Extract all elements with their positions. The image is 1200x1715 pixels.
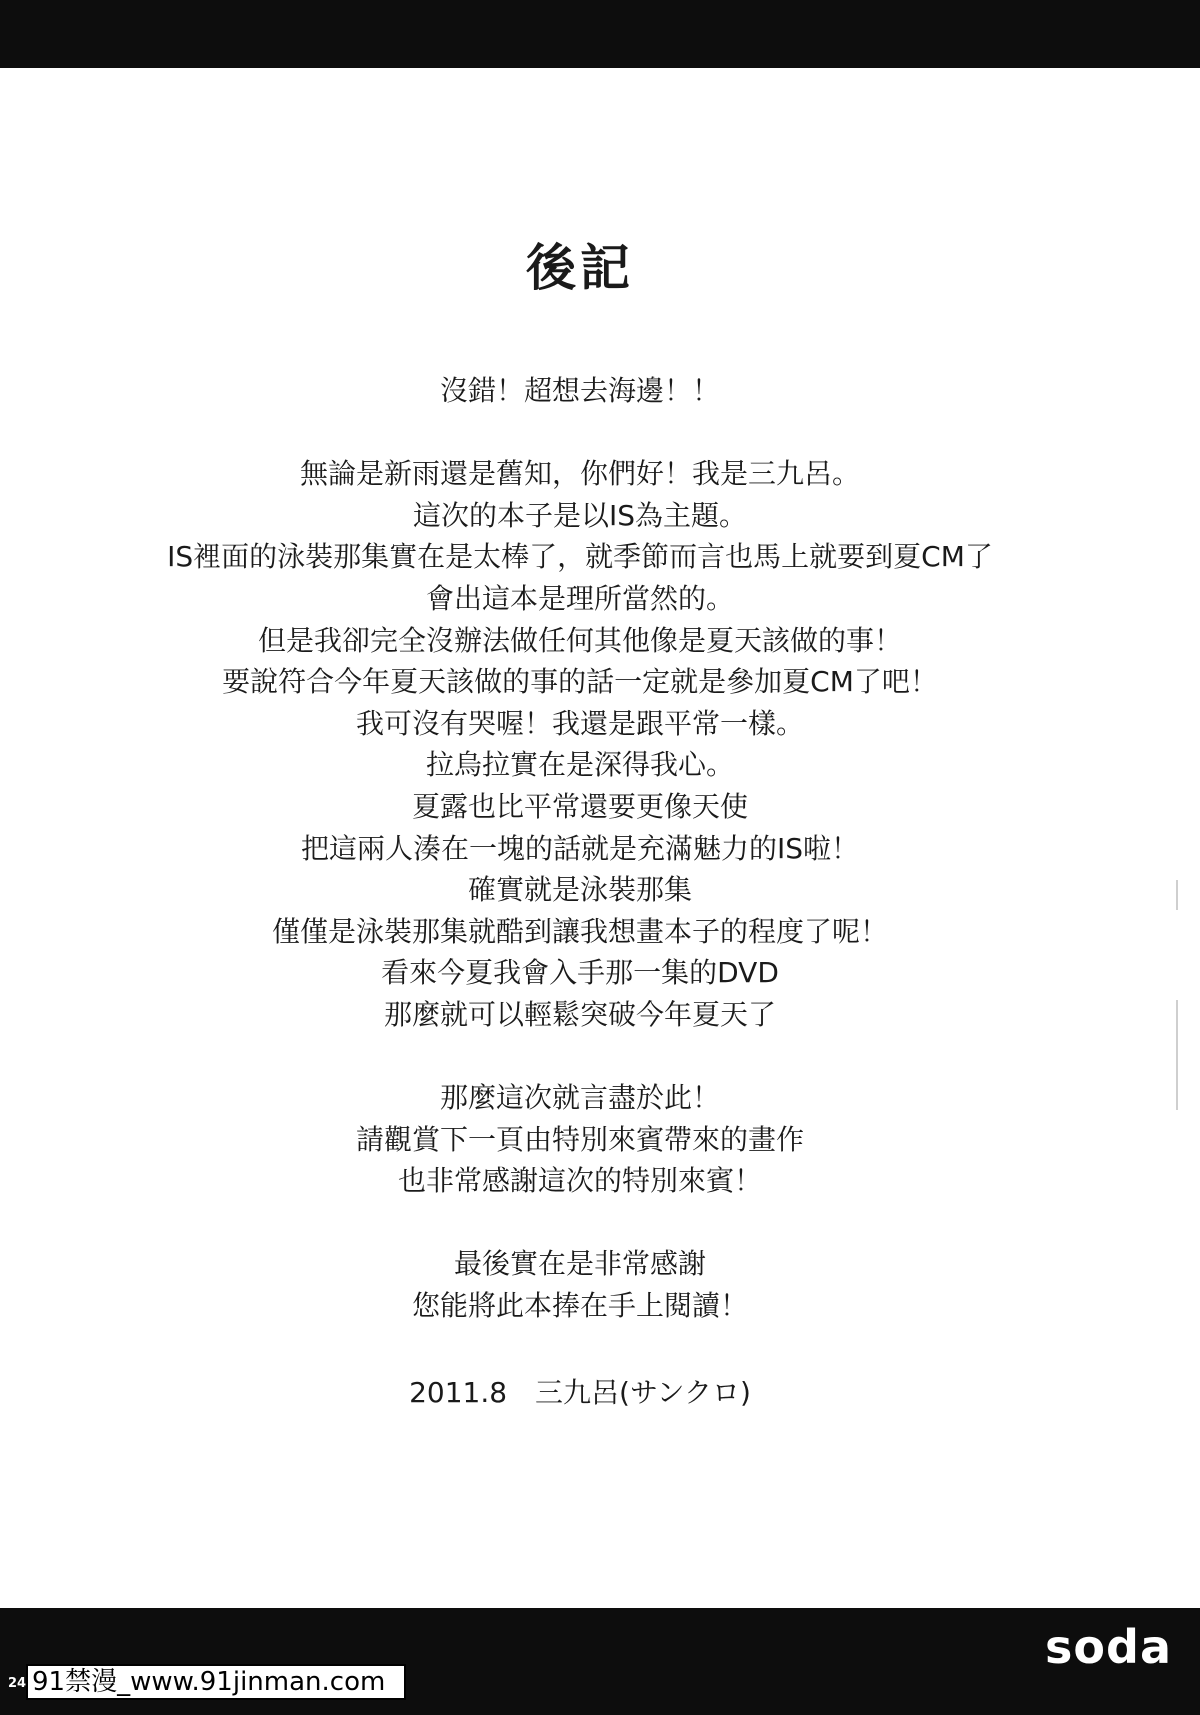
afterword-body	[0, 370, 1160, 1327]
page-number: 24	[8, 1676, 27, 1691]
text-line: 那麼就可以輕鬆突破今年夏天了	[383, 997, 776, 1031]
page-title: 後記	[526, 239, 634, 297]
text-line: 把這兩人湊在一塊的話就是充滿魅力的IS啦！	[300, 831, 860, 865]
text-line: 您能將此本捧在手上閱讀！	[411, 1289, 748, 1323]
scan-edge-mark	[1176, 880, 1178, 910]
text-line: 沒錯！超想去海邊！！	[439, 374, 720, 407]
text-line: 請觀賞下一頁由特別來賓帶來的畫作	[355, 1122, 804, 1156]
paragraph-gap	[0, 1202, 1160, 1244]
text-line: 確實就是泳裝那集	[467, 873, 692, 907]
site-watermark[interactable]: 91禁漫_www.91jinman.com	[26, 1664, 406, 1700]
text-line: 夏露也比平常還要更像天使	[411, 789, 748, 823]
text-line: 拉烏拉實在是深得我心。	[425, 748, 734, 782]
text-line: IS裡面的泳裝那集實在是太棒了，就季節而言也馬上就要到夏CM了	[167, 540, 993, 574]
top-black-border	[0, 0, 1200, 68]
signature-line: 2011.8 三九呂(サンクロ)	[409, 1376, 751, 1409]
scan-edge-mark	[1176, 1000, 1178, 1110]
paragraph-gap	[0, 1036, 1160, 1078]
text-line: 那麼這次就言盡於此！	[439, 1081, 720, 1115]
text-line: 我可沒有哭喔！我還是跟平常一樣。	[355, 706, 804, 740]
text-line: 會出這本是理所當然的。	[425, 581, 734, 615]
paragraph-gap	[0, 412, 1160, 454]
text-line: 要說符合今年夏天該做的事的話一定就是參加夏CM了吧！	[222, 665, 938, 699]
brand-logo: soda	[1045, 1620, 1172, 1674]
text-line: 無論是新雨還是舊知，你們好！我是三九呂。	[299, 457, 860, 491]
text-line: 看來今夏我會入手那一集的DVD	[381, 956, 779, 990]
text-line: 僅僅是泳裝那集就酷到讓我想畫本子的程度了呢！	[271, 914, 888, 948]
text-line: 這次的本子是以IS為主題。	[412, 498, 748, 532]
text-line: 也非常感謝這次的特別來賓！	[397, 1164, 762, 1198]
text-line: 但是我卻完全沒辦法做任何其他像是夏天該做的事！	[257, 623, 902, 657]
text-line: 最後實在是非常感謝	[453, 1247, 706, 1281]
